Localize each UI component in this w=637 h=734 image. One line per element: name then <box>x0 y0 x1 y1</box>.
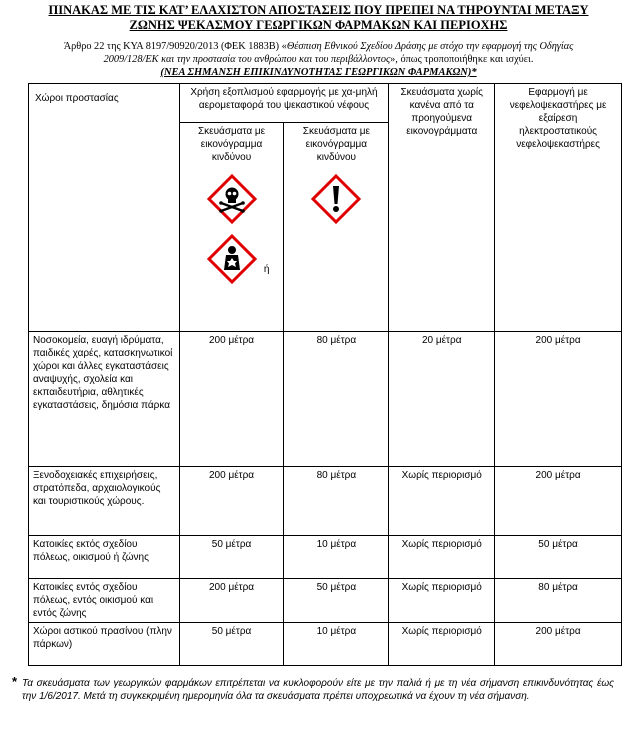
legal-reference-title-part2: 2009/128/ΕΚ και την προστασία του ανθρώπου και του περιβάλλοντος <box>103 54 391 65</box>
table-row <box>29 332 622 467</box>
legal-reference-prefix: Άρθρο 22 της ΚΥΑ 8197/90920/2013 (ΦΕΚ 1883Β) « <box>63 41 287 52</box>
subheader-irritant-label: Σκευάσματα με εικονόγραμμα κινδύνου <box>302 126 370 163</box>
legal-reference-suffix: », όπως τροποποιήθηκε και ισχύει. <box>390 54 534 65</box>
row-area-urban-green: Χώροι αστικού πρασίνου (πλην πάρκων) <box>29 623 180 666</box>
new-sign-note: (ΝΕΑ ΣΗΜΑΝΣΗ ΕΠΙΚΙΝΔΥΝΟΤΗΤΑΣ ΓΕΩΡΓΙΚΩΝ ΦΑΡΜΑΚΩΝ)* <box>160 67 477 78</box>
table-row <box>29 623 622 666</box>
subheader-irritant-pictogram <box>284 123 389 332</box>
row-value-irritant: 10 μέτρα <box>284 623 389 666</box>
health-hazard-icon <box>207 234 257 284</box>
table-row <box>29 467 622 536</box>
legal-reference <box>4 40 633 66</box>
table-row <box>29 536 622 579</box>
table-header-row <box>29 84 622 123</box>
row-value-mist-blowers: 200 μέτρα <box>495 467 622 536</box>
row-value-mist-blowers: 200 μέτρα <box>495 332 622 467</box>
document-title <box>0 3 637 33</box>
row-value-irritant: 80 μέτρα <box>284 467 389 536</box>
distance-table <box>28 83 622 666</box>
row-value-mist-blowers: 50 μέτρα <box>495 536 622 579</box>
row-value-toxic: 50 μέτρα <box>179 536 284 579</box>
title-line-2: ΖΩΝΗΣ ΨΕΚΑΣΜΟΥ ΓΕΩΡΓΙΚΩΝ ΦΑΡΜΑΚΩΝ ΚΑΙ ΠΕΡΙΟΧΗΣ <box>129 18 508 32</box>
subheader-toxic-pictograms <box>179 123 284 332</box>
footnote <box>12 674 614 703</box>
row-value-irritant: 10 μέτρα <box>284 536 389 579</box>
row-area-hospitals: Νοσοκομεία, ευαγή ιδρύματα, παιδικές χαρές, κατασκηνωτικοί χώροι και άλλες εγκαταστάσεις αναψυχής, σχολεία και εκπαιδευτήρια, αθλητικές εγκαταστάσεις, δημόσια πάρκα <box>29 332 180 467</box>
row-value-irritant: 50 μέτρα <box>284 579 389 623</box>
header-no-pictogram: Σκευάσματα χωρίς κανένα από τα προηγούμενα εικονογράμματα <box>389 84 495 332</box>
row-value-toxic: 200 μέτρα <box>179 467 284 536</box>
skull-crossbones-icon <box>207 174 257 224</box>
header-protection-areas: Χώροι προστασίας <box>29 84 180 332</box>
or-label: ή <box>263 264 270 275</box>
row-value-toxic: 200 μέτρα <box>179 579 284 623</box>
row-area-houses-inside-plan: Κατοικίες εντός σχεδίου πόλεως, εντός οικισμού και εντός ζώνης <box>29 579 180 623</box>
row-value-no-pictogram: Χωρίς περιορισμό <box>389 623 495 666</box>
table-row <box>29 579 622 623</box>
row-value-irritant: 80 μέτρα <box>284 332 389 467</box>
row-value-no-pictogram: Χωρίς περιορισμό <box>389 467 495 536</box>
row-value-toxic: 200 μέτρα <box>179 332 284 467</box>
row-value-no-pictogram: 20 μέτρα <box>389 332 495 467</box>
row-value-mist-blowers: 200 μέτρα <box>495 623 622 666</box>
row-value-mist-blowers: 80 μέτρα <box>495 579 622 623</box>
footnote-star: * <box>12 674 18 689</box>
subheader-toxic-label: Σκευάσματα με εικονόγραμμα κινδύνου <box>197 126 266 163</box>
row-area-hotels: Ξενοδοχειακές επιχειρήσεις, στρατόπεδα, αρχαιολογικούς και τουριστικούς χώρους. <box>29 467 180 536</box>
header-low-drift-equipment: Χρήση εξοπλισμού εφαρμογής με χα-μηλή αερομεταφορά του ψεκαστικού νέφους <box>179 84 389 123</box>
header-mist-blowers: Εφαρμογή με νεφελοψεκαστήρες με εξαίρεση ηλεκτροστατικούς νεφελοψεκαστήρες <box>495 84 622 332</box>
legal-reference-title-part1: Θέσπιση Εθνικού Σχεδίου Δράσης με στόχο την εφαρμογή της Οδηγίας <box>286 41 574 52</box>
row-value-no-pictogram: Χωρίς περιορισμό <box>389 536 495 579</box>
row-value-no-pictogram: Χωρίς περιορισμό <box>389 579 495 623</box>
exclamation-mark-icon <box>311 174 361 224</box>
row-value-toxic: 50 μέτρα <box>179 623 284 666</box>
footnote-text: Τα σκευάσματα των γεωργικών φαρμάκων επιτρέπεται να κυκλοφορούν είτε με την παλιά ή με τη νέα σήμανση επικινδυνότητας έως την 1/6/2017. Μετά τη συγκεκριμένη ημερομηνία όλα τα σκευάσματα πρέπει υποχρεωτικά να έχουν τη νέα σήμανση. <box>22 678 614 702</box>
row-area-houses-outside-plan: Κατοικίες εκτός σχεδίου πόλεως, οικισμού ή ζώνης <box>29 536 180 579</box>
title-line-1: ΠΙΝΑΚΑΣ ΜΕ ΤΙΣ ΚΑΤ’ ΕΛΑΧΙΣΤΟΝ ΑΠΟΣΤΑΣΕΙΣ ΠΟΥ ΠΡΕΠΕΙ ΝΑ ΤΗΡΟΥΝΤΑΙ ΜΕΤΑΞΥ <box>48 3 589 17</box>
